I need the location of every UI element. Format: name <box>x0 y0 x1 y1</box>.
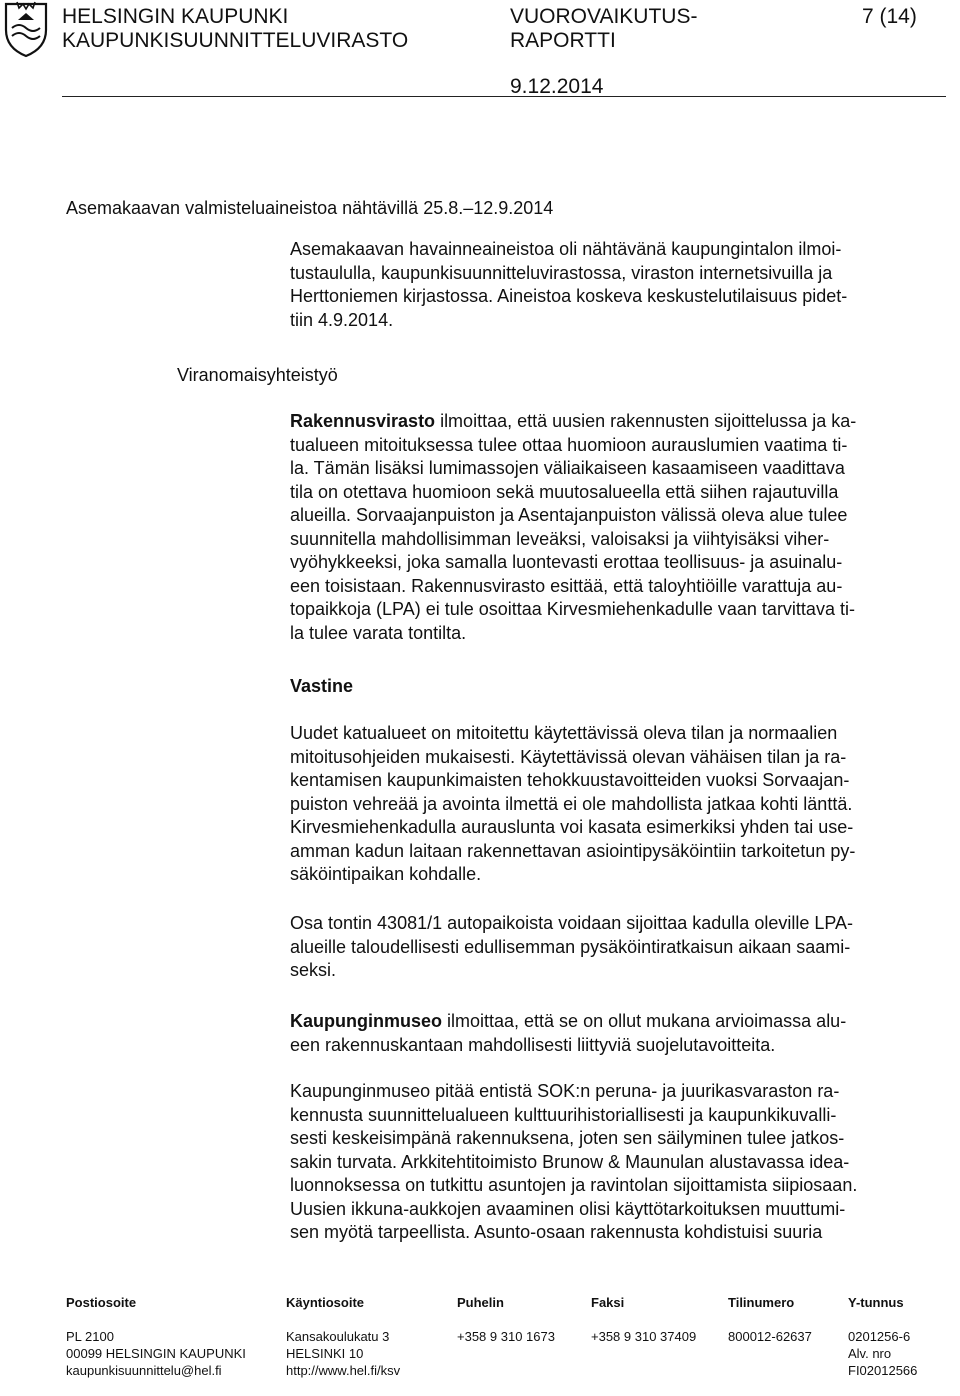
rakennusvirasto-text: ilmoittaa, että uusien rakennusten sijoittelussa ja ka- tualueen mitoituksessa tulee ottaa huomioon aurauslumien vaatima ti- la. Tämän lisäksi lumimassojen väliaikaiseen kasaamiseen vaadittava tila on otettava huomioon sekä muutosalueella että siihen rajautuvilla alueilla. Sorvaajanpuiston ja Asentajanpuiston välissä oleva alue tulee suunnitella mahdollisimman leveäksi, valoisaksi ja viihtyisäksi viher- vyöhykkeeksi, joka samalla luontevasti erottaa teollisuus- ja asuinalu- een toisistaan. Rakennusvirasto esittää, että taloyhtiöille varattuja au- topaikkoja (LPA) ei tule osoittaa Kirvesmiehenkadulle vaan tarvittava ti- la tulee varata tontilta. <box>290 411 857 643</box>
footer-value: 800012-62637 <box>728 1329 812 1344</box>
footer-label: Tilinumero <box>728 1295 795 1310</box>
intro-paragraph: Asemakaavan havainneaineistoa oli nähtävänä kaupungintalon ilmoi- tustaululla, kaupunkisuunnitteluvirastossa, viraston internetsivuilla ja Herttoniemen kirjastossa. Aineistoa koskeva keskustelutilaisuus pidet- tiin 4.9.2014. <box>290 239 848 330</box>
document-type-line1: VUOROVAIKUTUS- <box>510 5 698 28</box>
footer-label: Puhelin <box>457 1295 504 1310</box>
department-name: KAUPUNKISUUNNITTELUVIRASTO <box>62 29 409 52</box>
footer-faksi <box>591 1277 696 1362</box>
helsinki-crest-icon <box>2 0 50 58</box>
footer-label: Käyntiosoite <box>286 1295 365 1310</box>
footer-kayntiosoite <box>286 1277 400 1396</box>
footer-puhelin <box>457 1277 555 1362</box>
organization-name: HELSINGIN KAUPUNKI <box>62 5 289 28</box>
footer-value: 0201256-6 Alv. nro FI02012566 <box>848 1329 918 1378</box>
rakennusvirasto-name: Rakennusvirasto <box>290 411 436 431</box>
header-divider <box>62 96 946 97</box>
footer-tilinumero <box>728 1277 812 1362</box>
footer-postiosoite <box>66 1277 246 1396</box>
vastine-paragraph-2: Osa tontin 43081/1 autopaikoista voidaan sijoittaa kadulla oleville LPA- alueille taloudellisesti edullisemman pysäköintiratkaisun aikaan saami- seksi. <box>290 913 854 980</box>
footer-value: PL 2100 00099 HELSINGIN KAUPUNKI kaupunkisuunnittelu@hel.fi <box>66 1329 246 1378</box>
side-heading: Viranomaisyhteistyö <box>177 365 338 385</box>
footer-value: +358 9 310 37409 <box>591 1329 697 1344</box>
vastine-heading: Vastine <box>290 676 354 696</box>
vastine-paragraph-1: Uudet katualueet on mitoitettu käytettävissä oleva tilan ja normaalien mitoitusohjeiden mukaisesti. Käytettävissä olevan vähäisen tilan ja ra- kentamisen kaupunkimaisten tehokkuustavoitteiden vuoksi Sorvaajan- puiston vehreää ja avointa ilmettä ei ole mahdollista jatkaa kohti länttä. Kirvesmiehenkadulla aurauslunta voi kasata esimerkiksi yhden tai use- amman kadun laitaan rakennettavan asiointipysäköintiin tarkoitetun py- säköintipaikan kohdalle. <box>290 723 856 884</box>
section-title: Asemakaavan valmisteluaineistoa nähtävillä 25.8.–12.9.2014 <box>66 198 554 218</box>
footer-ytunnus <box>848 1277 917 1396</box>
museum-statement-paragraph: Kaupunginmuseo pitää entistä SOK:n peruna- ja juurikasvaraston ra- kennusta suunnittelualueen kulttuurihistoriallisesti ja kaupunkikuvalli- sesti keskeisimpänä rakennuksena, joten sen säilyminen tulee jatkos- sakin turvata. Arkkitehtitoimisto Brunow & Maunulan alustavassa idea- luonnoksessa on tutkittu asuntojen ja ravintolan sijoittamista siipiosaan. Uusien ikkuna-aukkojen avaaminen olisi käyttötarkoituksen muuttumi- sen myötä tarpeellista. Asunto-osaan rakennusta kohdistuisi suuria <box>290 1081 858 1242</box>
footer-label: Y-tunnus <box>848 1295 904 1310</box>
document-type-line2: RAPORTTI <box>510 29 616 52</box>
footer-label: Postiosoite <box>66 1295 137 1310</box>
kaupunginmuseo-paragraph <box>290 1010 950 1057</box>
footer-value: +358 9 310 1673 <box>457 1329 555 1344</box>
document-date: 9.12.2014 <box>510 75 604 98</box>
rakennusvirasto-paragraph <box>290 410 950 645</box>
page-number: 7 (14) <box>862 5 917 28</box>
footer-value: Kansakoulukatu 3 HELSINKI 10 http://www.hel.fi/ksv <box>286 1329 401 1378</box>
footer-label: Faksi <box>591 1295 625 1310</box>
kaupunginmuseo-text: ilmoittaa, että se on ollut mukana arvioimassa alu- een rakennuskantaan mahdollisesti liittyviä suojelutavoitteita. <box>290 1011 847 1055</box>
kaupunginmuseo-name: Kaupunginmuseo <box>290 1011 442 1031</box>
